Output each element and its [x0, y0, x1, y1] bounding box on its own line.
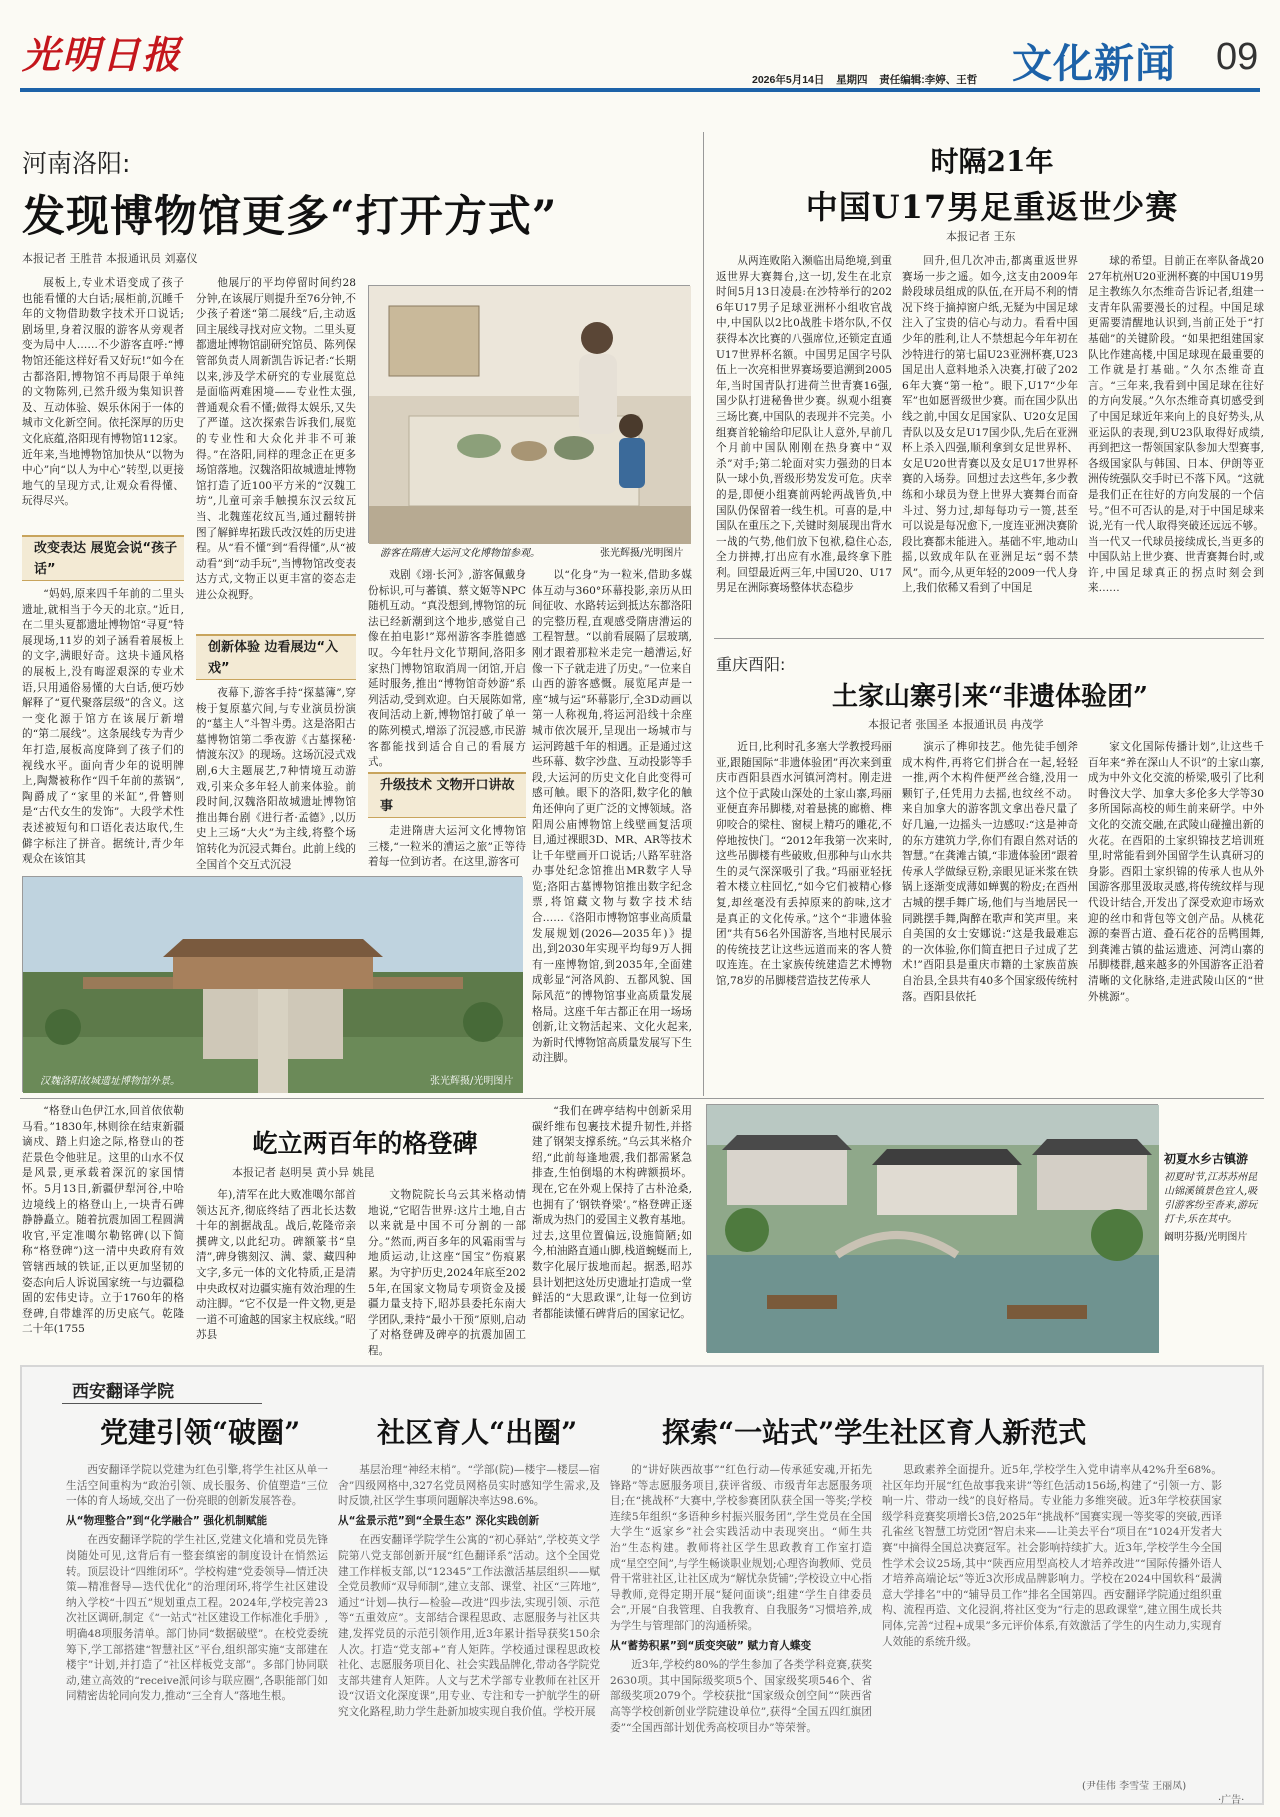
luoyang-col2 [196, 276, 356, 628]
chongqing-kicker: 重庆酉阳: [716, 655, 786, 674]
u17-col2 [902, 254, 1078, 629]
museum-visitors-image [369, 286, 691, 544]
luoyang-col3b [368, 824, 526, 870]
chongqing-col2-text: 演示了榫卯技艺。他先徒手刨斧成木构件,再将它们拼合在一起,轻轻一推,两个木构件便严丝合缝,没用一颗钉子,任凭用力去摇,也纹丝不动。来自加拿大的游客凯文拿出卷尺量了好几遍,一边摇头一边感叹:“这是神奇的东方建筑力学,你们有跟自然对话的智慧。”在龚滩古镇,“非遗体验团”跟着传承人学做绿豆粉,亲眼见证米浆在铁锅上逐渐变成薄如蝉翼的粉皮;在酉州古城的摆手舞广场,他们与当地居民一同跳摆手舞,陶醉在歌声和笑声里。来自美国的女士安娜说:“这是我最难忘的一次体验,你们简直把日子过成了艺术!”酉阳县是重庆市籍的土家族苗族自治县,全县共有40多个国家级传统村落。酉阳县依托 [902, 741, 1078, 1003]
chongqing-col3 [1088, 740, 1264, 1086]
water-town-image [707, 1105, 1159, 1353]
responsible-editors: 责任编辑:李婷、王哲 [879, 74, 978, 86]
u17-kicker: 时隔21年 [930, 145, 1054, 178]
museum-visitors-caption: 游客在隋唐大运河文化博物馆参观。 [380, 548, 540, 559]
luoyang-subhead-1: 改变表达 展览会说“孩子话” [22, 535, 184, 581]
xian-para-2: 基层治理“神经末梢”。“学部(院)—楼宇—楼层—宿舍”四级网格中,327名党员网格员实时感知学生需求,及时反馈,社区学生事项问题解决率达98.6%。 [338, 1464, 600, 1508]
luoyang-subhead-3: 升级技术 文物开口讲故事 [368, 772, 526, 818]
luoyang-col2b [196, 686, 356, 871]
museum-visitors-photo [368, 285, 690, 543]
section-title: 文化新闻 [1012, 40, 1176, 87]
luoyang-col3 [368, 568, 526, 768]
museum-exterior-caption: 汉魏洛阳故城遗址博物馆外景。 [40, 1076, 180, 1087]
monument-col4-text: “我们在碑亭结构中创新采用碳纤维布包裹技术提升韧性,并搭建了钢架支撑系统。”乌云其米格介绍,“此前每逢地震,我们都需紧急排查,生怕倒塌的木构碑额损坏。现在,它在外观上保持了古朴沧桑,也拥有了‘钢铁脊梁’。”格登碑正逐渐成为热门的爱国主义教育基地。过去,这里位置偏远,设施简陋;如今,柏油路直通山脚,栈道蜿蜒而上,数字化展厅拔地而起。据悉,昭苏县计划把这处历史遗址打造成一堂鲜活的“大思政课”,让每一位到访者都能读懂石碑背后的国家记忆。 [532, 1105, 692, 1320]
monument-headline: 屹立两百年的格登碑 [252, 1129, 478, 1158]
xian-col4 [882, 1463, 1222, 1773]
xian-col2 [338, 1463, 600, 1803]
museum-exterior-credit: 张光辉摄/光明图片 [430, 1076, 514, 1087]
chongqing-col3-text: 家文化国际传播计划”,让这些千百年来“养在深山人不识”的土家山寨,成为中外文化交流的桥梁,吸引了比利时鲁汶大学、加拿大多伦多大学等30多所国际高校的师生前来研学。中外文化的交流交融,在武陵山碰撞出新的火花。在酉阳的土家织锦技艺培训班里,时常能看到外国留学生认真研习的身影。酉阳土家织锦的传承人也从外国游客那里汲取灵感,将传统纹样与现代设计结合,开发出了深受欢迎市场欢迎的丝巾和背包等文创产品。从桃花源的秦晋古道、叠石花谷的岳鸭围舞,到龚滩古镇的盐运遗迹、河湾山寨的吊脚楼群,越来越多的外国游客正沿着清晰的文化脉络,走进武陵山区的“世外桃源”。 [1088, 741, 1264, 1003]
xian-para-3: 在西安翻译学院学生公寓的“初心驿站”,学校英文学院第八党支部创新开展“红色翻译系”活动。这个全国党建工作样板支部,以“12345”工作法激活基层组织——赋全党员教师“双导师制”,建立支部、课堂、社区“三阵地”,通过“计划—执行—检验—改进”四步法,实现引领、示范等“五重效应”。支部结合课程思政、志愿服务与社区共建,发挥党员的示范引领作用,近3年累计指导获奖150余人次。打造“党支部+”育人矩阵。学校通过课程思政校社化、志愿服务项目化、社会实践品牌化,带动各学院党支部共建育人矩阵。人文与艺术学部专业教师在社区开设“汉语文化深度课”,用专业、专注和专一护航学生的研究文化路程,助力学生赴新加坡实现自我价值。学校开展 [338, 1534, 600, 1718]
monument-col4 [532, 1104, 692, 1354]
monument-col1-text: “格登山色伊江水,回首依依勒马看。”1830年,林则徐在结束新疆谪戍、踏上归途之际,格登山的苍茫景色令他驻足。这里的山水不仅是风景,更承载着深沉的家国情怀。5月13日,新疆伊犁河谷,中哈边境线上的格登山上,一块青石碑静静矗立。随着抗震加固工程圆满收官,平定准噶尔勒铭碑(以下简称“格登碑”)这一清中央政府有效管辖西域的铁证,正以更加坚韧的姿态向后人诉说国家统一与边疆稳固的宏伟史诗。立于1760年的格登碑,自带雄浑的历史底气。乾隆二十年(1755 [22, 1105, 184, 1336]
xian-para-4: 的“讲好陕西故事”“红色行动—传承延安魂,开拓先锋路”等志愿服务项目,获评省级、市级青年志愿服务项目;在“挑战杯”大赛中,学校参赛团队获全国一等奖;学校连续5年组织“多语种乡村振兴服务团”,学生党员在全国大学生“返家乡”社会实践活动中表现突出。“师生共治”生态构建。教师将社区学生思政教育工作室打造成“星空空间”,与学生畅谈职业规划;心理咨询教师、党员骨干常驻社区,让社区成为“解忧杂货铺”;学校设立中心指导教师,竞得定期开展“疑问面谈”;组建“学生自律委员会”,开展“自我管理、自我教育、自我服务”习惯培养,成为学生与管理部门的沟通桥梁。 [610, 1464, 872, 1632]
xian-advertorial [20, 1365, 1264, 1805]
xian-headline-2: 社区育人“出圈” [377, 1416, 578, 1449]
u17-divider [714, 638, 1264, 639]
luoyang-col3b-text: 走进隋唐大运河文化博物馆三楼,“一粒米的漕运之旅”正等待着每一位到访者。在这里,游客可 [368, 825, 526, 869]
middle-divider [20, 1098, 1264, 1099]
museum-exterior-image [23, 877, 523, 1093]
xian-para-6: 思政素养全面提升。近5年,学校学生入党申请率从42%升至68%。社区年均开展“红色故事我来讲”等红色活动156场,构建了“引领一方、影响一片、带动一线”的良好格局。专业能力多维突破。近3年学校获国家级学科竞赛奖项增长3倍,2025年“挑战杯”国赛实现一等奖零的突破,西译孔雀丝飞智慧工坊党团“智启未来——让美去平台”项目在“1024开发者大赛”中摘得全国总决赛冠军。社会影响持续扩大。近3年,学校学生今全国性学术会议25场,其中“陕西应用型高校人才培养改进”“国际传播外语人才培养高端论坛”等近3次形成品牌影响力。学校在2024中国软科“最满意大学排名”中的“辅导员工作”排名全国第四。西安翻译学院通过组织重构、流程再造、文化浸润,将社区变为“行走的思政课堂”,建立围生成长共同体,完善“过程+成果”多元评价体系,有效激活了学生的内生动力,实现育人效能的系统升级。 [882, 1464, 1222, 1648]
xian-school-tag: 西安翻译学院 [72, 1382, 174, 1402]
water-town-caption-title: 初夏水乡古镇游 [1164, 1152, 1249, 1166]
luoyang-col3-text: 戏剧《翊·长河》,游客佩戴身份标识,可与蕃镇、蔡文姬等NPC随机互动。“真没想到,博物馆的玩法已经新潮到这个地步,感觉自己像在拍电影!”郑州游客李胜德感叹。今年牡丹文化节期间,洛阳多家热门博物馆取消周一闭馆,开启延时服务,推出“博物馆奇妙游”系列活动,受到欢迎。白天展陈如常,夜间活动上新,博物馆打破了单一的陈列模式,增添了沉浸感,市民游客都能找到适合自己的看展方式。 [368, 569, 526, 769]
water-town-caption-box [1164, 1150, 1264, 1245]
xian-subhead-3: 从“蓄势积累”到“质变突破” 赋力育人蝶变 [610, 1639, 812, 1652]
monument-col3-text: 文物院院长乌云其米格动情地说,“它昭告世界:这片土地,自古以来就是中国不可分割的一部分。”然而,两百多年的风霜雨雪与地质运动,让这座“国宝”伤痕累累。为守护历史,2024年底至2025年,在国家文物局专项资金及援疆力量支持下,昭苏县委托东南大学团队,秉持“最小干预”原则,启动了对格登碑及碑亭的抗震加固工程。 [368, 1189, 526, 1357]
water-town-photo [706, 1104, 1158, 1352]
luoyang-col2-text: 他展厅的平均停留时间约28分钟,在该展厅则提升至76分钟,不少孩子着迷“第二展线”后,主动返回主展线寻找对应文物。二里头夏都遗址博物馆副研究馆员、陈列保管部负责人周新凯告诉记者:“长期以来,涉及学术研究的专业展览总是面临两难困境——专业性太强,普通观众看不懂;做得太娱乐,又失了严谨。这次探索告诉我们,展览的专业性和大众化并非不可兼得。”在洛阳,同样的理念正在更多场馆落地。汉魏洛阳故城遗址博物馆打造了近100平方米的“汉魏工坊”,儿童可亲手触摸东汉云纹瓦当、北魏莲花纹瓦当,通过翻转拼图了解鲜卑拓跋氏改汉姓的历史进程。从“看不懂”到“看得懂”,从“被动看”到“动手玩”,当博物馆改变表达方式,文物正以更丰富的姿态走进公众视野。 [196, 277, 356, 601]
luoyang-col4 [532, 568, 692, 1090]
xian-para-1: 在西安翻译学院的学生社区,党建文化墙和党员先锋岗随处可见,这背后有一整套缜密的制度设计在悄然运转。顶层设计“四维闭环”。学校构建“党委领导—情迁决策—精准督导—迭代优化”的治理闭环,将学生社区建设纳入学校“十四五”规划重点工程。2024年,学校完善23次社区调研,制定《“一站式”社区建设工作标准化手册》,明确48项服务清单。部门协同“数据破壁”。在校党委统筹下,学工部搭建“智慧社区”平台,组织部实施“支部建在楼宇”计划,并打造了“社区样板党支部”。多部门协同联动,建立高效的“receive派问诊与联应圈”,各职能部门如同精密齿轮同向发力,推动“三全育人”落地生根。 [66, 1534, 328, 1703]
monument-byline: 本报记者 赵明昊 黄小异 姚昆 [232, 1166, 375, 1179]
chongqing-col1 [716, 740, 892, 1086]
xian-subhead-1: 从“物理整合”到“化学融合” 强化机制赋能 [66, 1514, 268, 1527]
u17-col1 [716, 254, 892, 629]
luoyang-headline: 发现博物馆更多“打开方式” [22, 192, 558, 242]
page-number: 09 [1216, 36, 1259, 78]
xian-subhead-2: 从“盆景示范”到“全景生态” 深化实践创新 [338, 1514, 540, 1527]
xian-para-5: 近3年,学校约80%的学生参加了各类学科竞赛,获奖2630项。其中国际级奖项5个、国家级奖项546个、省部级奖项2079个。学校获批“国家级众创空间”“陕西省高等学校创新创业学院建设单位”,获得“全国五四红旗团委”“全国西部计划优秀高校项目办”等荣誉。 [610, 1659, 872, 1734]
masthead-logo: 光明日报 [22, 32, 183, 77]
water-town-caption-text: 初夏时节,江苏苏州昆山锦溪镇景色宜人,吸引游客纷至沓来,游玩打卡,乐在其中。 [1164, 1172, 1258, 1225]
u17-col1-text: 从两连败陷入濒临出局绝境,到重返世界大赛舞台,这一切,发生在北京时间5月13日凌晨:在沙特举行的2026年U17男子足球亚洲杯小组收官战中,中国队以2比0战胜卡塔尔队,不仅获得本次比赛的八强席位,还锁定直通U17世界杯名额。中国男足国字号队伍上一次亮相世界赛场要追溯到2005年,当时国青队打进荷兰世青赛16强,国少队打进秘鲁世少赛。纵观小组赛三场比赛,中国队的表现并不完美。小组赛首轮输给印尼队让人意外,早前几个月前中国队刚刚在热身赛中“双杀”对手;第二轮面对实力强劲的日本队一球小负,晋级形势发发可危。庆幸的是,即便小组赛前两轮两战皆负,中国队仍保留着一线生机。可喜的是,中国队在重压之下,关键时刻展现出背水一战的气势,他们放下包袱,稳住心态,全力拼搏,打出应有水准,最终拿下胜利。回望最近两三年,中国U20、U17男足在洲际赛场整体状态稳步 [716, 255, 892, 595]
chongqing-col1-text: 近日,比利时孔多塞大学教授玛丽亚,跟随国际“非遗体验团”再次来到重庆市酉阳县酉水河镇河湾村。刚走进这个位于武陵山深处的土家山寨,玛丽亚便直奔吊脚楼,对着悬挑的廊檐、榫卯咬合的梁柱、窗棂上精巧的雕花,不停地按快门。“2012年我第一次来时,这些吊脚楼有些破败,但那种与山水共生的灵气深深吸引了我。”玛丽亚轻抚着木楼立柱回忆,“如今它们被精心修复,却丝毫没有丢掉原来的韵味,这才是真正的文化传承。”这个“非遗体验团”共有56名外国游客,当地村民展示的传统技艺让这些远道而来的客人赞叹连连。在土家族传统建造艺术博物馆,78岁的吊脚楼营造技艺传承人 [716, 741, 892, 987]
luoyang-col2b-text: 夜幕下,游客手持“探墓簿”,穿梭于复原墓穴间,与专业演员扮演的“墓主人”斗智斗勇。这是洛阳古墓博物馆第二季夜游《古墓探秘·情渡东汉》的现场。这场沉浸式戏剧,6大主题展艺,7种情境互动游戏,引来众多年轻人前来体验。前段时间,汉魏洛阳故城遗址博物馆推出舞台剧《进行者·孟德》,以历史上三场“大火”为主线,将整个场馆转化为沉浸式舞台。此前上线的全国首个交互式沉浸 [196, 687, 356, 871]
xian-headline-1: 党建引领“破圈” [100, 1416, 301, 1449]
xian-col1 [66, 1463, 328, 1803]
luoyang-col1-text: 展板上,专业术语变成了孩子也能看懂的大白话;展柜前,沉睡千年的文物借助数字技术开口说话;剧场里,身着汉服的游客从旁观者变为局中人……不少游客直呼:“博物馆还能这样好看又好玩!”如今在古都洛阳,博物馆不再局限于单纯的文物陈列,已然升级为集知识普及、互动体验、娱乐休闲于一体的城市文化新空间。依托深厚的历史文化底蕴,洛阳现有博物馆112家。近年来,当地博物馆加快从“以物为中心”向“以人为中心”转型,以更接地气的呈现方式,让观众看得懂、玩得尽兴。 [22, 277, 184, 508]
monument-col2-text: 年),清军在此大败准噶尔部首领达瓦齐,彻底终结了西北长达数十年的割据战乱。战后,乾隆帝亲撰碑文,以此纪功。碑额篆书“皇清”,碑身镌刻汉、满、蒙、藏四种文字,多元一体的文化特质,正是清中央政权对边疆实施有效治理的生动注脚。“它不仅是一件文物,更是一道不可逾越的国家主权底线。”昭苏县 [196, 1189, 356, 1342]
chongqing-headline: 土家山寨引来“非遗体验团” [832, 682, 1148, 712]
issue-weekday: 星期四 [836, 74, 868, 86]
chongqing-byline: 本报记者 张国圣 本报通讯员 冉茂学 [868, 718, 1044, 731]
masthead [0, 0, 1280, 90]
monument-col3 [368, 1188, 526, 1357]
xian-tag-rule [62, 1403, 262, 1404]
u17-byline: 本报记者 王东 [946, 230, 1016, 243]
issue-date: 2026年5月14日 [752, 74, 825, 86]
monument-col2 [196, 1188, 356, 1354]
luoyang-col1b [22, 587, 184, 905]
museum-visitors-credit: 张光辉摄/光明图片 [600, 548, 684, 559]
xian-headline-3: 探索“一站式”学生社区育人新范式 [662, 1416, 1087, 1449]
advertisement-label: ·广告· [1218, 1795, 1245, 1806]
luoyang-kicker: 河南洛阳: [22, 149, 131, 178]
masthead-meta [752, 72, 977, 87]
luoyang-col4-text: 以“化身”为一粒米,借助多媒体互动与360°环幕投影,亲历从田间征收、水路转运到抵达东都洛阳的完整历程,直观感受隋唐漕运的工程智慧。“以前看展隔了层玻璃,刚才跟着那粒米走完一趟漕运,好像一下子就走进了历史。”一位来自山西的游客感慨。展览尾声是一座“城与运”环幕影厅,全3D动画以第一人称视角,将运河沿线十余座城市依次展开,呈现出一场城市与运河跨越千年的相遇。正是通过这些环幕、数字沙盘、互动投影等手段,大运河的历史文化自此变得可感可触。眼下的洛阳,数字化的触角还伸向了更广泛的文博领域。洛阳周公庙博物馆上线壁画复活项目,通过裸眼3D、MR、AR等技术让千年壁画开口说话;八路军驻洛办事处纪念馆推出MR数字人导览;洛阳古墓博物馆推出数字纪念票,将馆藏文物与数字技术结合……《洛阳市博物馆事业高质量发展规划(2026—2035年)》提出,到2030年实现平均每9万人拥有一座博物馆,到2035年,全面建成彰显“河洛风韵、五都风貌、国际风范”的博物馆事业高质量发展格局。这座千年古都正在用一场场创新,让文物活起来、文化火起来,为新时代博物馆高质量发展写下生动注脚。 [532, 569, 692, 1065]
luoyang-col1 [22, 276, 184, 531]
column-divider [703, 132, 704, 1096]
monument-col1 [22, 1104, 184, 1354]
luoyang-col1b-text: “妈妈,原来四千年前的二里头遗址,就相当于今天的北京。”近日,在二里头夏都遗址博物馆“寻夏”特展现场,11岁的刘子涵看着展板上的文字,满眼好奇。这块卡通风格的展板上,没有晦涩艰深的专业术语,只用通俗易懂的大白话,便巧妙解释了“夏代聚落层级”的含义。这一变化源于馆方在该展厅新增的“第二展线”。这条展线专为青少年打造,展板高度降到了孩子们的视线水平。面向青少年的说明牌上,陶鬶被称作“四千年前的蒸锅”,陶爵成了“家里的米缸”,骨簪则是“古代女生的发饰”。大段学术性表述被短句和口语化表达取代,生僻字标注了拼音。据统计,青少年观众在该馆其 [22, 588, 184, 866]
chongqing-col2 [902, 740, 1078, 1086]
xian-intro: 西安翻译学院以党建为红色引擎,将学生社区从单一生活空间重构为“政治引领、成长服务、价值塑造”三位一体的育人场域,交出了一份亮眼的创新发展答卷。 [66, 1464, 328, 1508]
luoyang-byline: 本报记者 王胜昔 本报通讯员 刘嘉仪 [22, 252, 198, 265]
museum-exterior-photo [22, 876, 522, 1092]
u17-headline: 中国U17男足重返世少赛 [805, 188, 1179, 226]
masthead-rule [20, 88, 1260, 92]
water-town-credit: 阚明芬摄/光明图片 [1164, 1232, 1248, 1243]
xian-col3 [610, 1463, 872, 1803]
u17-col2-text: 回升,但几次冲击,都离重返世界赛场一步之遥。如今,这支由2009年龄段球员组成的队伍,在开局不利的情况下终于摘掉窗户纸,无疑为中国足球注入了宝贵的信心与动力。看看中国少年的胜利,让人不禁想起今年年初在沙特进行的第七届U23亚洲杯赛,U23国足出人意料地杀入决赛,打破了2026年大赛“第一枪”。眼下,U17“少年军”也如愿晋级世少赛。而在国少队出线之前,中国女足国家队、U20女足国青队以及女足U17国少队,先后在亚洲杯上杀入四强,顺利拿到女足世界杯、女足U20世青赛以及女足U17世界杯赛的入场券。回想过去这些年,多少教练和小球员为登上世界大赛舞台而奋斗过、努力过,却每每功亏一篑,甚至可以说是每况愈下,一度连亚洲决赛阶段比赛都未能进入。基础不牢,地动山摇,以致成年队在亚洲足坛“弱不禁风”。而今,从更年轻的2009一代人身上,我们依稀又看到了中国足 [902, 255, 1078, 595]
xian-signature: (尹佳伟 李雪莹 王丽凤) [1082, 1781, 1187, 1792]
u17-col3 [1088, 254, 1264, 629]
u17-col3-text: 球的希望。目前正在率队备战2027年杭州U20亚洲杯赛的中国U19男足主教练久尔杰维奇告诉记者,组建一支青年队需要漫长的过程。中国足球更需要清醒地认识到,当前正处于“打基础”的关键阶段。“如果把组建国家队比作建高楼,中国足球现在最重要的工作就是打基础。”久尔杰维奇直言。“三年来,我看到中国足球在往好的方向发展。”久尔杰维奇真切感受到了中国足球近年来向上的良好势头,从亚运队的表现,到U23队取得好成绩,再到把这一帮领国家队参加大型赛事,各级国家队与韩国、日本、伊朗等亚洲传统强队交手时已不落下风。“这就是我们正在往好的方向发展的一个信号。”但不可否认的是,对于中国足球来说,光有一代人取得突破还远远不够。当一代又一代球员接续成长,当更多的中国队站上世少赛、世青赛舞台时,或许,中国足球真正的拐点时刻会到来…… [1088, 255, 1264, 595]
luoyang-subhead-2: 创新体验 边看展边“入戏” [196, 634, 356, 680]
